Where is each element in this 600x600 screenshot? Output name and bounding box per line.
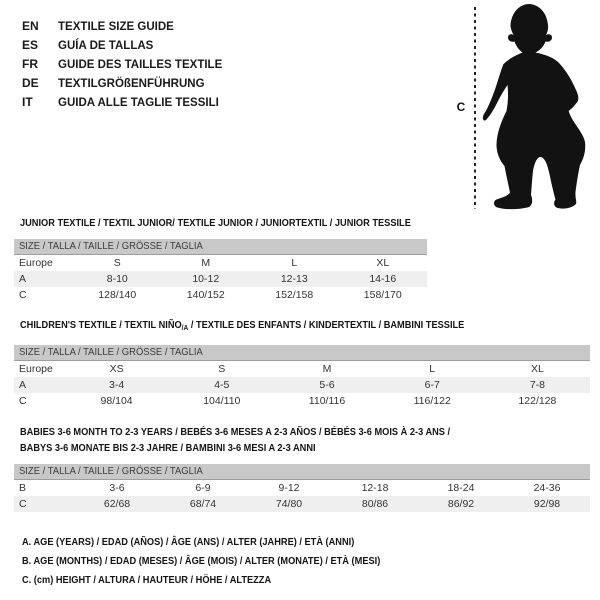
babies-size-table [14, 464, 590, 512]
row-values [64, 393, 590, 409]
row-values [73, 287, 427, 303]
value-cell: 128/140 [98, 289, 137, 301]
column-header-cell: L [291, 257, 298, 269]
baby-silhouette-icon [450, 0, 600, 215]
language-title: TEXTILGRÖßENFÜHRUNG [58, 76, 205, 91]
size-header-label: SIZE / TALLA / TAILLE / GRÖSSE / TAGLIA [19, 240, 203, 252]
value-cell: 110/116 [308, 395, 346, 407]
table-row-height [14, 496, 590, 512]
column-header-cell: M [201, 257, 211, 269]
column-header-cell: S [218, 363, 226, 375]
babies-table-title [20, 424, 450, 456]
row-label: A [19, 379, 27, 391]
footnote-c: C. (cm) HEIGHT / ALTURA / HAUTEUR / HÖHE / ALTEZZA [22, 574, 272, 586]
table-row-age [14, 271, 427, 287]
language-code: IT [22, 95, 33, 110]
language-row [22, 54, 229, 73]
column-headers [73, 255, 427, 271]
row-label: B [19, 482, 27, 494]
value-cell: 10-12 [192, 273, 220, 285]
value-cell: 98/104 [100, 395, 133, 407]
children-table-title [20, 319, 464, 334]
junior-table-title: JUNIOR TEXTILE / TEXTIL JUNIOR/ TEXTILE JUNIOR / JUNIORTEXTIL / JUNIOR TESSILE [20, 217, 411, 229]
language-title: GUIDE DES TAILLES TEXTILE [58, 56, 223, 71]
language-row [22, 74, 229, 93]
value-cell: 12-13 [280, 273, 308, 285]
value-cell: 3-4 [109, 379, 125, 391]
size-header-bar [14, 464, 590, 480]
value-cell: 62/68 [103, 498, 131, 510]
row-values [64, 377, 590, 393]
value-cell: 158/170 [363, 289, 402, 301]
footnotes [22, 533, 380, 590]
column-header-row [14, 361, 590, 377]
size-header-label: SIZE / TALLA / TAILLE / GRÖSSE / TAGLIA [19, 465, 203, 477]
column-header-cell: M [322, 363, 332, 375]
value-cell: 6-9 [195, 482, 211, 494]
column-header-cell: S [113, 257, 121, 269]
language-title: GUIDA ALLE TAGLIE TESSILI [58, 95, 219, 110]
value-cell: 8-10 [106, 273, 128, 285]
footnote-b: B. AGE (MONTHS) / EDAD (MESES) / ÂGE (MOIS) / ALTER (MONATE) / ETÀ (MESI) [22, 555, 381, 567]
table-row-height [14, 393, 590, 409]
value-cell: 92/98 [533, 498, 561, 510]
column-header-cell: XL [376, 257, 390, 269]
column-header-cell: XL [530, 363, 544, 375]
babies-title-line2: BABYS 3-6 MONATE BIS 2-3 JAHRE / BAMBINI 3-6 MESI A 2-3 ANNI [20, 442, 316, 454]
value-cell: 5-6 [319, 379, 335, 391]
value-cell: 74/80 [275, 498, 303, 510]
children-title-post: / TEXTILE DES ENFANTS / KINDERTEXTIL / BAMBINI TESSILE [188, 319, 465, 331]
column-header-cell: XS [109, 363, 124, 375]
table-row-age [14, 377, 590, 393]
size-header-bar [14, 345, 590, 361]
table-row-months [14, 480, 590, 496]
value-cell: 12-18 [361, 482, 389, 494]
value-cell: 116/122 [413, 395, 451, 407]
value-cell: 68/74 [189, 498, 217, 510]
size-header-label: SIZE / TALLA / TAILLE / GRÖSSE / TAGLIA [19, 346, 203, 358]
value-cell: 6-7 [424, 379, 440, 391]
language-title: GUÍA DE TALLAS [58, 37, 154, 52]
size-header-bar [14, 239, 427, 255]
value-cell: 4-5 [214, 379, 230, 391]
row-label: A [19, 273, 27, 285]
value-cell: 14-16 [369, 273, 397, 285]
region-label: Europe [19, 257, 53, 269]
language-title-list [22, 16, 229, 112]
language-row [22, 93, 229, 112]
value-cell: 104/110 [203, 395, 241, 407]
junior-size-table [14, 239, 427, 303]
language-code: FR [22, 56, 38, 71]
language-code: EN [22, 18, 39, 33]
column-headers [64, 361, 590, 377]
height-marker-label: C [456, 100, 466, 114]
value-cell: 80/86 [361, 498, 389, 510]
baby-figure [450, 0, 600, 215]
row-label: C [19, 395, 27, 407]
table-row-height [14, 287, 427, 303]
value-cell: 140/152 [186, 289, 225, 301]
language-title: TEXTILE SIZE GUIDE [58, 18, 174, 33]
children-title-sub: /A [181, 323, 189, 332]
row-values [74, 480, 590, 496]
language-code: ES [22, 37, 39, 52]
value-cell: 9-12 [278, 482, 300, 494]
row-values [73, 271, 427, 287]
row-label: C [19, 289, 27, 301]
value-cell: 122/128 [518, 395, 557, 407]
language-row [22, 16, 229, 35]
babies-title-line1: BABIES 3-6 MONTH TO 2-3 YEARS / BEBÉS 3-6 MESES A 2-3 AÑOS / BÉBÉS 3-6 MOIS À 2-3 ANS / [20, 426, 451, 438]
children-title-pre: CHILDREN'S TEXTILE / TEXTIL NIÑO [20, 319, 182, 331]
value-cell: 7-8 [529, 379, 545, 391]
children-size-table [14, 345, 590, 409]
column-header-cell: L [429, 363, 436, 375]
value-cell: 18-24 [447, 482, 475, 494]
value-cell: 3-6 [109, 482, 125, 494]
row-values [74, 496, 590, 512]
value-cell: 152/158 [275, 289, 314, 301]
region-label: Europe [19, 363, 53, 375]
row-label: C [19, 498, 27, 510]
value-cell: 86/92 [447, 498, 475, 510]
value-cell: 24-36 [533, 482, 561, 494]
language-row [22, 35, 229, 54]
column-header-row [14, 255, 427, 271]
language-code: DE [22, 76, 39, 91]
footnote-a: A. AGE (YEARS) / EDAD (AÑOS) / ÂGE (ANS) / ALTER (JAHRE) / ETÀ (ANNI) [22, 536, 355, 548]
